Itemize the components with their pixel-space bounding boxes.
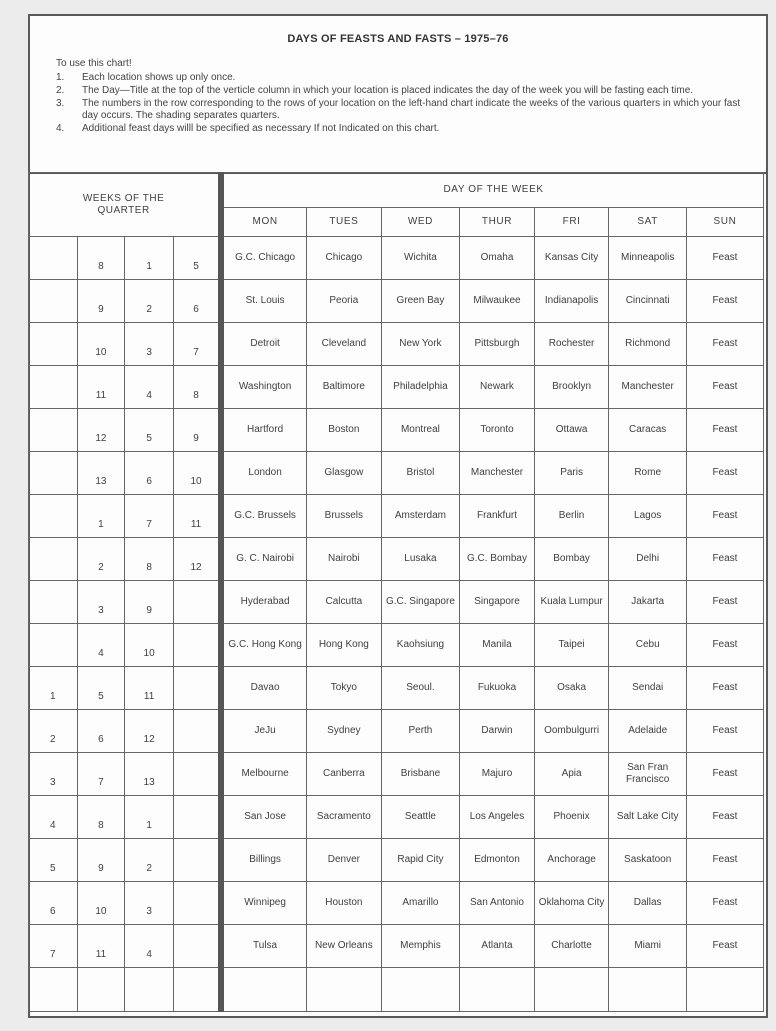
week-number-cell: 12 [77, 409, 125, 452]
location-cell: G.C. Brussels [221, 495, 306, 538]
instruction-number: 1. [56, 72, 65, 83]
location-cell: Melbourne [221, 753, 306, 796]
location-cell [534, 968, 609, 1012]
instructions-lead: To use this chart! [56, 58, 132, 69]
instruction-text: The Day—Title at the top of the verticle column in which your location is placed indicates the day of the week you will be fasting each time. [82, 85, 694, 96]
location-cell: Memphis [381, 925, 460, 968]
week-number-cell: 12 [125, 710, 174, 753]
weeks-of-quarter-label: WEEKS OF THE QUARTER [82, 192, 165, 216]
location-cell: Perth [381, 710, 460, 753]
table-row [29, 968, 764, 1012]
feast-cell: Feast [686, 839, 763, 882]
day-header-thur: THUR [460, 208, 535, 237]
location-cell: Hartford [221, 409, 306, 452]
location-cell: Philadelphia [381, 366, 460, 409]
location-cell: Tulsa [221, 925, 306, 968]
location-cell: Rapid City [381, 839, 460, 882]
week-number-cell [29, 409, 78, 452]
week-number-cell: 6 [29, 882, 78, 925]
week-number-cell: 3 [125, 323, 174, 366]
week-number-cell [173, 624, 221, 667]
week-number-cell [125, 968, 174, 1012]
location-cell: Oklahoma City [534, 882, 609, 925]
feast-cell: Feast [686, 409, 763, 452]
week-number-cell: 4 [77, 624, 125, 667]
location-cell: Salt Lake City [609, 796, 687, 839]
location-cell: New York [381, 323, 460, 366]
location-cell: Oombulgurri [534, 710, 609, 753]
location-cell: Boston [307, 409, 382, 452]
week-number-cell: 3 [125, 882, 174, 925]
location-cell: Nairobi [307, 538, 382, 581]
location-cell: Bombay [534, 538, 609, 581]
week-number-cell [173, 839, 221, 882]
location-cell: JeJu [221, 710, 306, 753]
location-cell: San Fran Francisco [609, 753, 687, 796]
location-cell: G.C. Bombay [460, 538, 535, 581]
week-number-cell: 4 [29, 796, 78, 839]
feast-cell: Feast [686, 323, 763, 366]
location-cell: Brooklyn [534, 366, 609, 409]
location-cell: Lusaka [381, 538, 460, 581]
location-cell: Saskatoon [609, 839, 687, 882]
location-cell: Montreal [381, 409, 460, 452]
week-number-cell [173, 667, 221, 710]
week-number-cell: 6 [77, 710, 125, 753]
location-cell: Wichita [381, 237, 460, 280]
instruction-item [56, 98, 746, 122]
week-number-cell [29, 237, 78, 280]
location-cell: Seattle [381, 796, 460, 839]
location-cell: Sydney [307, 710, 382, 753]
location-cell [381, 968, 460, 1012]
location-cell: London [221, 452, 306, 495]
location-cell: Baltimore [307, 366, 382, 409]
table-header-row [29, 173, 764, 208]
week-number-cell [29, 581, 78, 624]
weeks-of-quarter-header [29, 173, 222, 237]
week-number-cell [173, 581, 221, 624]
location-cell: Jakarta [609, 581, 687, 624]
feast-cell: Feast [686, 366, 763, 409]
location-cell: Rome [609, 452, 687, 495]
week-number-cell [29, 624, 78, 667]
location-cell: Taipei [534, 624, 609, 667]
location-cell: Toronto [460, 409, 535, 452]
feast-cell: Feast [686, 624, 763, 667]
week-number-cell: 8 [77, 796, 125, 839]
location-cell: Glasgow [307, 452, 382, 495]
location-cell: Kuala Lumpur [534, 581, 609, 624]
week-number-cell [29, 538, 78, 581]
location-cell: Denver [307, 839, 382, 882]
location-cell: Kansas City [534, 237, 609, 280]
feast-cell: Feast [686, 753, 763, 796]
location-cell: Lagos [609, 495, 687, 538]
location-cell: Milwaukee [460, 280, 535, 323]
week-number-cell: 6 [173, 280, 221, 323]
table-row [29, 624, 764, 667]
location-cell: Miami [609, 925, 687, 968]
table-row [29, 366, 764, 409]
location-cell: Amsterdam [381, 495, 460, 538]
page-title: DAYS OF FEASTS AND FASTS – 1975–76 [287, 33, 509, 45]
location-cell: Bristol [381, 452, 460, 495]
day-header-sun: SUN [686, 208, 763, 237]
week-number-cell: 8 [173, 366, 221, 409]
location-cell: Minneapolis [609, 237, 687, 280]
week-number-cell: 11 [77, 366, 125, 409]
day-header-sat: SAT [609, 208, 687, 237]
week-number-cell: 13 [125, 753, 174, 796]
week-number-cell: 9 [173, 409, 221, 452]
location-cell: Detroit [221, 323, 306, 366]
location-cell: Omaha [460, 237, 535, 280]
location-cell: Seoul. [381, 667, 460, 710]
location-cell: Apia [534, 753, 609, 796]
instructions-section [30, 16, 766, 174]
location-cell: Cincinnati [609, 280, 687, 323]
location-cell: Hong Kong [307, 624, 382, 667]
location-cell: Osaka [534, 667, 609, 710]
instruction-number: 4. [56, 123, 65, 134]
week-number-cell: 5 [125, 409, 174, 452]
week-number-cell: 4 [125, 366, 174, 409]
location-cell: Winnipeg [221, 882, 306, 925]
feast-cell [686, 968, 763, 1012]
table-row [29, 538, 764, 581]
location-cell: Delhi [609, 538, 687, 581]
location-cell: New Orleans [307, 925, 382, 968]
location-cell: Richmond [609, 323, 687, 366]
instruction-text: Each location shows up only once. [82, 72, 236, 83]
day-of-week-header: DAY OF THE WEEK [221, 173, 763, 208]
location-cell: Pittsburgh [460, 323, 535, 366]
location-cell: San Jose [221, 796, 306, 839]
feast-fast-chart-page [28, 14, 768, 1018]
location-cell: Edmonton [460, 839, 535, 882]
location-cell: Brussels [307, 495, 382, 538]
week-number-cell [29, 280, 78, 323]
location-cell: G.C. Chicago [221, 237, 306, 280]
location-cell: Peoria [307, 280, 382, 323]
week-number-cell: 10 [77, 323, 125, 366]
week-number-cell: 2 [29, 710, 78, 753]
week-number-cell: 9 [125, 581, 174, 624]
location-cell: Frankfurt [460, 495, 535, 538]
week-number-cell: 2 [125, 280, 174, 323]
table-row [29, 581, 764, 624]
location-cell: G. C. Nairobi [221, 538, 306, 581]
table-row [29, 753, 764, 796]
location-cell: Green Bay [381, 280, 460, 323]
feast-cell: Feast [686, 581, 763, 624]
location-cell: Phoenix [534, 796, 609, 839]
week-number-cell: 8 [77, 237, 125, 280]
instruction-number: 2. [56, 85, 65, 96]
location-cell: G.C. Singapore [381, 581, 460, 624]
week-number-cell: 5 [77, 667, 125, 710]
location-cell: Manchester [609, 366, 687, 409]
week-number-cell: 3 [29, 753, 78, 796]
table-row [29, 710, 764, 753]
week-number-cell: 2 [77, 538, 125, 581]
week-number-cell: 7 [125, 495, 174, 538]
location-cell: Brisbane [381, 753, 460, 796]
feast-cell: Feast [686, 710, 763, 753]
location-cell: Paris [534, 452, 609, 495]
week-number-cell: 1 [29, 667, 78, 710]
day-header-fri: FRI [534, 208, 609, 237]
location-cell: Ottawa [534, 409, 609, 452]
week-number-cell: 12 [173, 538, 221, 581]
feast-cell: Feast [686, 280, 763, 323]
location-cell: Cebu [609, 624, 687, 667]
week-number-cell: 1 [77, 495, 125, 538]
instructions-list [56, 72, 746, 136]
location-cell [460, 968, 535, 1012]
instruction-number: 3. [56, 98, 65, 109]
week-number-cell: 2 [125, 839, 174, 882]
location-cell: Chicago [307, 237, 382, 280]
day-header-wed: WED [381, 208, 460, 237]
week-number-cell: 7 [29, 925, 78, 968]
day-header-mon: MON [221, 208, 306, 237]
week-number-cell: 11 [77, 925, 125, 968]
week-number-cell [173, 925, 221, 968]
location-cell: Singapore [460, 581, 535, 624]
feast-cell: Feast [686, 452, 763, 495]
week-number-cell: 4 [125, 925, 174, 968]
location-cell: Tokyo [307, 667, 382, 710]
table-row [29, 237, 764, 280]
location-cell: Berlin [534, 495, 609, 538]
feast-cell: Feast [686, 495, 763, 538]
week-number-cell: 11 [173, 495, 221, 538]
table-row [29, 323, 764, 366]
day-header-tues: TUES [307, 208, 382, 237]
feast-cell: Feast [686, 538, 763, 581]
location-cell: Indianapolis [534, 280, 609, 323]
week-number-cell: 9 [77, 839, 125, 882]
week-number-cell: 5 [29, 839, 78, 882]
week-number-cell: 11 [125, 667, 174, 710]
week-number-cell [29, 323, 78, 366]
table-row [29, 925, 764, 968]
week-number-cell [173, 796, 221, 839]
location-cell: Darwin [460, 710, 535, 753]
week-number-cell: 7 [77, 753, 125, 796]
location-cell: Manchester [460, 452, 535, 495]
instruction-item [56, 85, 746, 97]
week-number-cell [29, 495, 78, 538]
feast-cell: Feast [686, 796, 763, 839]
table-row [29, 882, 764, 925]
table-row [29, 409, 764, 452]
week-number-cell: 8 [125, 538, 174, 581]
week-number-cell: 7 [173, 323, 221, 366]
location-cell: Hyderabad [221, 581, 306, 624]
week-number-cell: 5 [173, 237, 221, 280]
location-cell: Washington [221, 366, 306, 409]
location-cell: Adelaide [609, 710, 687, 753]
location-cell: Amarillo [381, 882, 460, 925]
instruction-text: Additional feast days willl be specified as necessary If not Indicated on this chart. [82, 123, 440, 134]
location-cell: Davao [221, 667, 306, 710]
week-number-cell: 10 [77, 882, 125, 925]
feast-cell: Feast [686, 667, 763, 710]
week-number-cell: 9 [77, 280, 125, 323]
week-number-cell: 1 [125, 796, 174, 839]
week-number-cell: 6 [125, 452, 174, 495]
table-row [29, 280, 764, 323]
week-number-cell [29, 968, 78, 1012]
week-number-cell [173, 882, 221, 925]
week-number-cell [173, 753, 221, 796]
week-number-cell [29, 366, 78, 409]
instruction-item [56, 123, 746, 135]
location-cell: San Antonio [460, 882, 535, 925]
week-number-cell [173, 710, 221, 753]
location-cell: Kaohsiung [381, 624, 460, 667]
instruction-item [56, 72, 746, 84]
location-cell: Cleveland [307, 323, 382, 366]
feast-cell: Feast [686, 882, 763, 925]
location-cell [609, 968, 687, 1012]
location-cell: Sacramento [307, 796, 382, 839]
week-number-cell: 3 [77, 581, 125, 624]
location-cell: Dallas [609, 882, 687, 925]
location-cell [307, 968, 382, 1012]
week-number-cell: 13 [77, 452, 125, 495]
location-cell: Majuro [460, 753, 535, 796]
table-row [29, 796, 764, 839]
location-cell: G.C. Hong Kong [221, 624, 306, 667]
week-number-cell [77, 968, 125, 1012]
location-cell: Newark [460, 366, 535, 409]
location-cell: Canberra [307, 753, 382, 796]
location-cell: Houston [307, 882, 382, 925]
location-cell: St. Louis [221, 280, 306, 323]
location-cell: Anchorage [534, 839, 609, 882]
location-cell: Manila [460, 624, 535, 667]
instruction-text: The numbers in the row corresponding to the rows of your location on the left-hand chart indicate the weeks of the various quarters in which your fast day occurs. The shading separates quarters. [82, 98, 741, 121]
week-number-cell [173, 968, 221, 1012]
table-row [29, 452, 764, 495]
location-cell [221, 968, 306, 1012]
table-row [29, 839, 764, 882]
location-cell: Caracas [609, 409, 687, 452]
location-cell: Rochester [534, 323, 609, 366]
location-cell: Billings [221, 839, 306, 882]
schedule-table [28, 172, 764, 1012]
feast-cell: Feast [686, 237, 763, 280]
table-row [29, 667, 764, 710]
location-cell: Charlotte [534, 925, 609, 968]
table-row [29, 495, 764, 538]
week-number-cell: 10 [125, 624, 174, 667]
week-number-cell: 1 [125, 237, 174, 280]
week-number-cell: 10 [173, 452, 221, 495]
location-cell: Sendai [609, 667, 687, 710]
location-cell: Atlanta [460, 925, 535, 968]
location-cell: Los Angeles [460, 796, 535, 839]
location-cell: Calcutta [307, 581, 382, 624]
location-cell: Fukuoka [460, 667, 535, 710]
week-number-cell [29, 452, 78, 495]
feast-cell: Feast [686, 925, 763, 968]
